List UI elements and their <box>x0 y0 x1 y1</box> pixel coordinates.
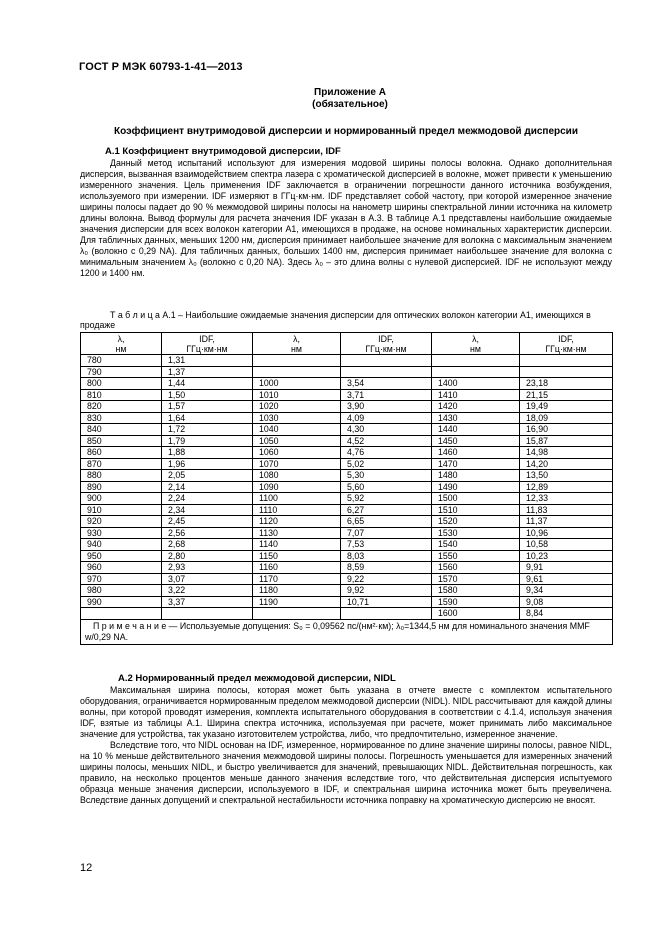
cell-idf <box>341 355 432 367</box>
page-number: 12 <box>80 862 93 874</box>
cell-idf: 10,96 <box>520 527 613 539</box>
cell-wavelength: 880 <box>81 470 162 482</box>
cell-idf: 7,53 <box>341 539 432 551</box>
cell-idf: 5,30 <box>341 470 432 482</box>
cell-wavelength: 1400 <box>432 378 520 390</box>
cell-idf: 6,65 <box>341 516 432 528</box>
col-header-wavelength: λ, нм <box>81 333 162 355</box>
cell-idf: 9,61 <box>520 573 613 585</box>
table-row <box>81 550 613 562</box>
cell-wavelength: 800 <box>81 378 162 390</box>
table-row <box>81 401 613 413</box>
cell-wavelength: 1000 <box>253 378 341 390</box>
cell-idf: 1,64 <box>162 412 253 424</box>
cell-idf <box>341 366 432 378</box>
cell-idf: 8,84 <box>520 608 613 620</box>
cell-wavelength: 1440 <box>432 424 520 436</box>
cell-wavelength: 1060 <box>253 447 341 459</box>
table-caption <box>80 310 613 330</box>
cell-idf: 1,88 <box>162 447 253 459</box>
cell-idf: 2,34 <box>162 504 253 516</box>
cell-idf: 12,33 <box>520 493 613 505</box>
cell-wavelength: 830 <box>81 412 162 424</box>
cell-idf: 1,72 <box>162 424 253 436</box>
cell-wavelength: 1510 <box>432 504 520 516</box>
section-a1-paragraph: Данный метод испытаний используют для измерения модовой ширины полосы волокна. Однако дополнительная дисперсия, вызванная взаимодействием спектра лазера с хроматической дисперсией в волокне, может привести к уменьшению измеренного значения. Цель применения IDF заключается в ограничении погрешности данного источника возбуждения, используемого при измерении. IDF измеряют в ГГц·км·нм. IDF представляет собой частоту, при которой измеренное значение ширины полосы падает до 90 % межмодовой ширины полосы на нанометр ширины спектральной линии источника на километр длины волокна. Вывод формулы для расчета значения IDF указан в А.3. В таблице А.1 представлены наибольшие ожидаемые значения дисперсии для всех волокон категории А1, имеющихся в продаже, на основе номинальных характеристик дисперсии. Для табличных данных, меньших 1200 нм, дисперсия принимает наибольшее значение для волокна с максимальным значением λ₀ (волокно с 0,29 NA). Для табличных данных, больших 1400 нм, дисперсия принимает наибольшее значение для волокна с минимальным значением λ₀ (волокно с 0,20 NA). Здесь λ₀ – это длина волны с нулевой дисперсией. IDF не используют между 1200 и 1400 нм. <box>80 158 612 278</box>
cell-wavelength: 1090 <box>253 481 341 493</box>
cell-wavelength: 1430 <box>432 412 520 424</box>
cell-wavelength: 1100 <box>253 493 341 505</box>
cell-wavelength: 820 <box>81 401 162 413</box>
cell-wavelength: 1560 <box>432 562 520 574</box>
table-row <box>81 355 613 367</box>
cell-idf: 9,22 <box>341 573 432 585</box>
cell-wavelength <box>432 366 520 378</box>
cell-idf: 11,83 <box>520 504 613 516</box>
cell-wavelength: 1540 <box>432 539 520 551</box>
cell-wavelength <box>81 608 162 620</box>
table-row <box>81 573 613 585</box>
table-row <box>81 458 613 470</box>
table-row <box>81 481 613 493</box>
table-row <box>81 366 613 378</box>
cell-idf: 7,07 <box>341 527 432 539</box>
col-header-wavelength: λ, нм <box>432 333 520 355</box>
cell-wavelength: 1520 <box>432 516 520 528</box>
cell-wavelength: 1190 <box>253 596 341 608</box>
table-header-row <box>81 333 613 355</box>
cell-wavelength: 840 <box>81 424 162 436</box>
table-row <box>81 470 613 482</box>
cell-wavelength: 1140 <box>253 539 341 551</box>
table-row <box>81 504 613 516</box>
cell-wavelength: 1530 <box>432 527 520 539</box>
cell-idf: 4,76 <box>341 447 432 459</box>
table-row <box>81 596 613 608</box>
cell-idf: 2,56 <box>162 527 253 539</box>
cell-wavelength: 1420 <box>432 401 520 413</box>
cell-idf: 3,90 <box>341 401 432 413</box>
cell-wavelength: 790 <box>81 366 162 378</box>
table-note <box>81 619 613 644</box>
section-a2-text <box>80 685 612 806</box>
section-a2-paragraph-1: Максимальная ширина полосы, которая может быть указана в отчете вместе с комплектом испытательного оборудования, ограничивается нормированным пределом межмодовой дисперсии (NIDL). NIDL рассчитывают для каждой длины волны, при которой проводят измерения, комплекта испытательного оборудования в соответствии с 4.1.4, используя значения IDF, взятые из таблицы А.1. Ширина спектра источника, используемая при расчете, может принимать либо максимальное значение для устройства, так указано изготовителем устройства, либо, что предпочтительно, измеренное значение. <box>80 685 612 739</box>
cell-idf: 2,80 <box>162 550 253 562</box>
table-row <box>81 585 613 597</box>
cell-wavelength: 910 <box>81 504 162 516</box>
table-row <box>81 493 613 505</box>
cell-wavelength: 890 <box>81 481 162 493</box>
section-a1-text <box>80 158 612 279</box>
note-text: — Используемые допущения: S₀ = 0,09562 пс/(нм²·км); λ₀=1344,5 нм для номинального значения MMF w/0,29 NA. <box>85 620 590 642</box>
cell-wavelength: 1600 <box>432 608 520 620</box>
cell-idf <box>520 366 613 378</box>
cell-wavelength: 930 <box>81 527 162 539</box>
cell-wavelength: 850 <box>81 435 162 447</box>
cell-idf: 2,45 <box>162 516 253 528</box>
cell-wavelength: 810 <box>81 389 162 401</box>
col-header-idf: IDF, ГГц·км·нм <box>520 333 613 355</box>
cell-idf: 5,60 <box>341 481 432 493</box>
document-header: ГОСТ Р МЭК 60793-1-41—2013 <box>79 61 243 73</box>
cell-idf: 13,50 <box>520 470 613 482</box>
cell-wavelength: 860 <box>81 447 162 459</box>
cell-idf: 8,03 <box>341 550 432 562</box>
cell-wavelength: 920 <box>81 516 162 528</box>
cell-idf: 1,37 <box>162 366 253 378</box>
cell-idf: 1,31 <box>162 355 253 367</box>
note-prefix: П р и м е ч а н и е <box>93 620 167 631</box>
section-a2-heading: А.2 Нормированный предел межмодовой дисперсии, NIDL <box>118 673 396 684</box>
cell-wavelength: 990 <box>81 596 162 608</box>
cell-idf <box>341 608 432 620</box>
cell-wavelength: 1490 <box>432 481 520 493</box>
cell-idf: 2,14 <box>162 481 253 493</box>
cell-idf: 12,89 <box>520 481 613 493</box>
cell-idf: 1,57 <box>162 401 253 413</box>
cell-idf: 23,18 <box>520 378 613 390</box>
cell-idf: 1,50 <box>162 389 253 401</box>
cell-wavelength <box>253 608 341 620</box>
cell-wavelength: 1550 <box>432 550 520 562</box>
cell-wavelength <box>432 355 520 367</box>
cell-wavelength: 1580 <box>432 585 520 597</box>
table-row <box>81 539 613 551</box>
annex-status: (обязательное) <box>312 99 388 110</box>
cell-idf: 10,71 <box>341 596 432 608</box>
cell-wavelength: 1590 <box>432 596 520 608</box>
cell-wavelength: 1050 <box>253 435 341 447</box>
cell-idf: 16,90 <box>520 424 613 436</box>
cell-idf: 4,09 <box>341 412 432 424</box>
cell-idf: 21,15 <box>520 389 613 401</box>
cell-wavelength: 960 <box>81 562 162 574</box>
cell-wavelength: 1170 <box>253 573 341 585</box>
cell-idf: 1,44 <box>162 378 253 390</box>
cell-idf: 14,98 <box>520 447 613 459</box>
table-caption-text: А.1 – Наибольшие ожидаемые значения дисперсии для оптических волокон категории А1, имеющихся в продаже <box>80 310 591 330</box>
cell-wavelength: 970 <box>81 573 162 585</box>
col-header-idf: IDF, ГГц·км·нм <box>162 333 253 355</box>
section-a2-paragraph-2: Вследствие того, что NIDL основан на IDF, измеренное, нормированное по длине значение ширины полосы, равное NIDL, на 10 % меньше действительного значения межмодовой ширины полосы. Погрешность уменьшается для измеренных значений ширины полосы, меньших NIDL, и быстро увеличивается для значений, превышающих NIDL. Действительная погрешность, как правило, на несколько процентов меньше данного значения вследствие того, что действительная дисперсия испытуемого образца меньше значения дисперсии, используемого в IDF, и спектральная ширина источника может быть преувеличена. Вследствие данных допущений и спектральной нестабильности источника поправку на хроматическую дисперсию не вносят. <box>80 740 612 805</box>
cell-wavelength: 940 <box>81 539 162 551</box>
cell-idf: 9,08 <box>520 596 613 608</box>
cell-idf: 2,93 <box>162 562 253 574</box>
cell-idf: 8,59 <box>341 562 432 574</box>
cell-idf: 2,24 <box>162 493 253 505</box>
cell-wavelength: 950 <box>81 550 162 562</box>
table-row <box>81 608 613 620</box>
cell-idf: 18,09 <box>520 412 613 424</box>
table-row <box>81 435 613 447</box>
table-row <box>81 389 613 401</box>
cell-idf: 10,23 <box>520 550 613 562</box>
cell-wavelength <box>253 355 341 367</box>
cell-idf: 6,27 <box>341 504 432 516</box>
cell-wavelength: 1160 <box>253 562 341 574</box>
cell-idf: 5,92 <box>341 493 432 505</box>
cell-wavelength: 1460 <box>432 447 520 459</box>
cell-wavelength: 1080 <box>253 470 341 482</box>
annex-title: Приложение А <box>314 87 386 98</box>
cell-wavelength: 780 <box>81 355 162 367</box>
cell-wavelength: 1030 <box>253 412 341 424</box>
cell-idf: 3,22 <box>162 585 253 597</box>
cell-wavelength: 1480 <box>432 470 520 482</box>
cell-idf: 1,96 <box>162 458 253 470</box>
cell-wavelength <box>253 366 341 378</box>
cell-idf: 9,91 <box>520 562 613 574</box>
table-row <box>81 562 613 574</box>
cell-idf <box>162 608 253 620</box>
cell-idf: 4,30 <box>341 424 432 436</box>
cell-wavelength: 1110 <box>253 504 341 516</box>
main-title: Коэффициент внутримодовой дисперсии и нормированный предел межмодовой дисперсии <box>114 126 578 137</box>
cell-wavelength: 870 <box>81 458 162 470</box>
table-row <box>81 527 613 539</box>
table-row <box>81 378 613 390</box>
dispersion-table <box>80 332 613 645</box>
cell-idf: 3,37 <box>162 596 253 608</box>
cell-wavelength: 1040 <box>253 424 341 436</box>
table-row <box>81 447 613 459</box>
cell-idf: 5,02 <box>341 458 432 470</box>
table-row <box>81 412 613 424</box>
cell-idf: 10,58 <box>520 539 613 551</box>
cell-idf: 3,71 <box>341 389 432 401</box>
cell-wavelength: 1020 <box>253 401 341 413</box>
cell-idf: 3,07 <box>162 573 253 585</box>
cell-idf: 14,20 <box>520 458 613 470</box>
cell-idf: 1,79 <box>162 435 253 447</box>
cell-wavelength: 1010 <box>253 389 341 401</box>
cell-wavelength: 1470 <box>432 458 520 470</box>
cell-idf: 2,68 <box>162 539 253 551</box>
table-row <box>81 424 613 436</box>
cell-wavelength: 1120 <box>253 516 341 528</box>
table-note-row <box>81 619 613 644</box>
cell-idf: 15,87 <box>520 435 613 447</box>
cell-wavelength: 1130 <box>253 527 341 539</box>
cell-wavelength: 900 <box>81 493 162 505</box>
cell-wavelength: 1570 <box>432 573 520 585</box>
cell-wavelength: 1180 <box>253 585 341 597</box>
cell-wavelength: 1410 <box>432 389 520 401</box>
cell-wavelength: 1450 <box>432 435 520 447</box>
cell-wavelength: 1070 <box>253 458 341 470</box>
cell-idf: 2,05 <box>162 470 253 482</box>
cell-idf: 11,37 <box>520 516 613 528</box>
cell-idf: 3,54 <box>341 378 432 390</box>
table-caption-prefix: Т а б л и ц а <box>110 310 160 320</box>
cell-wavelength: 1500 <box>432 493 520 505</box>
table-row <box>81 516 613 528</box>
cell-idf: 9,34 <box>520 585 613 597</box>
cell-idf: 4,52 <box>341 435 432 447</box>
cell-idf <box>520 355 613 367</box>
cell-idf: 9,92 <box>341 585 432 597</box>
section-a1-heading: А.1 Коэффициент внутримодовой дисперсии, IDF <box>105 146 341 157</box>
cell-wavelength: 980 <box>81 585 162 597</box>
cell-idf: 19,49 <box>520 401 613 413</box>
col-header-idf: IDF, ГГц·км·нм <box>341 333 432 355</box>
cell-wavelength: 1150 <box>253 550 341 562</box>
col-header-wavelength: λ, нм <box>253 333 341 355</box>
